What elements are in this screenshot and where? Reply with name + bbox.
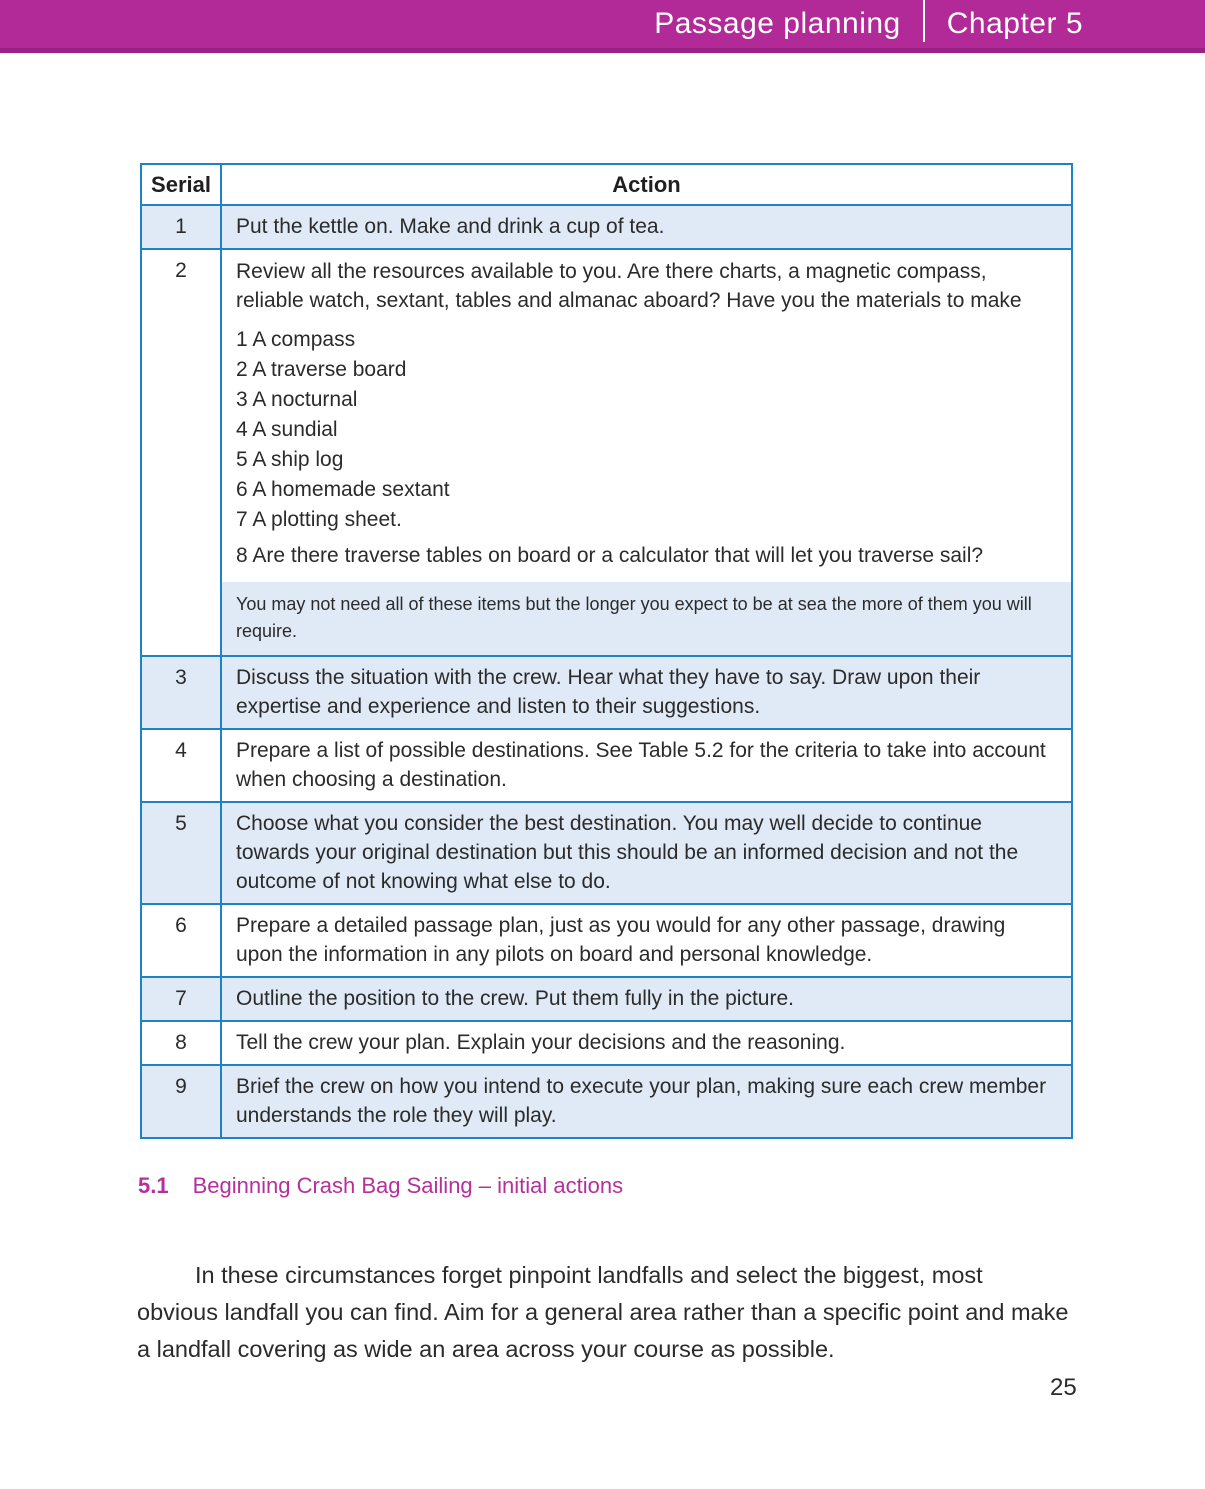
table-caption-number: 5.1 (138, 1173, 169, 1198)
serial-cell: 7 (141, 977, 221, 1021)
action-intro: Review all the resources available to you. Are there charts, a magnetic compass, reliable watch, sextant, tables and almanac aboard? Have you the materials to make (236, 260, 1022, 312)
list-item: 8 Are there traverse tables on board or a calculator that will let you traverse sail? (236, 543, 984, 567)
list-item: 4 A sundial (236, 417, 338, 441)
advisory-note: You may not need all of these items but the longer you expect to be at sea the more of them you will require. (222, 582, 1071, 655)
serial-cell: 6 (141, 904, 221, 977)
page-number: 25 (1050, 1374, 1077, 1401)
banner-chapter-label: Chapter 5 (946, 7, 1083, 40)
chapter-banner (0, 0, 1205, 53)
action-cell: Tell the crew your plan. Explain your decisions and the reasoning. (221, 1021, 1072, 1065)
action-cell (221, 249, 1072, 656)
table-row (141, 977, 1072, 1021)
list-item: 3 A nocturnal (236, 387, 358, 411)
action-cell: Prepare a detailed passage plan, just as you would for any other passage, drawing upon the information in any pilots on board and personal knowledge. (221, 904, 1072, 977)
action-cell: Brief the crew on how you intend to execute your plan, making sure each crew member understands the role they will play. (221, 1065, 1072, 1138)
list-item: 7 A plotting sheet. (236, 507, 402, 531)
serial-cell: 8 (141, 1021, 221, 1065)
serial-cell: 2 (141, 249, 221, 656)
serial-cell: 4 (141, 729, 221, 802)
table-row (141, 205, 1072, 249)
table-row (141, 1021, 1072, 1065)
table-row (141, 656, 1072, 729)
action-cell: Discuss the situation with the crew. Hear what they have to say. Draw upon their expertise and experience and listen to their suggestions. (221, 656, 1072, 729)
actions-table (140, 163, 1073, 1139)
action-cell: Choose what you consider the best destination. You may well decide to continue towards your original destination but this should be an informed decision and not the outcome of not knowing what else to do. (221, 802, 1072, 904)
table-row (141, 729, 1072, 802)
table-row (141, 904, 1072, 977)
list-item: 2 A traverse board (236, 357, 407, 381)
serial-cell: 1 (141, 205, 221, 249)
table-caption-text: Beginning Crash Bag Sailing – initial actions (192, 1173, 624, 1198)
table-row (141, 802, 1072, 904)
action-cell: Outline the position to the crew. Put them fully in the picture. (221, 977, 1072, 1021)
banner-section-title: Passage planning (654, 7, 901, 40)
list-item: 6 A homemade sextant (236, 477, 450, 501)
action-cell: Put the kettle on. Make and drink a cup of tea. (221, 205, 1072, 249)
serial-cell: 3 (141, 656, 221, 729)
column-header-action: Action (221, 164, 1072, 205)
list-item: 1 A compass (236, 327, 356, 351)
banner-divider (923, 0, 925, 42)
column-header-serial: Serial (141, 164, 221, 205)
list-item: 5 A ship log (236, 447, 344, 471)
table-header-row (141, 164, 1072, 205)
serial-cell: 9 (141, 1065, 221, 1138)
table-caption (138, 1173, 1205, 1199)
table-row (141, 1065, 1072, 1138)
table-row (141, 249, 1072, 656)
materials-list (222, 315, 1071, 570)
body-paragraph: In these circumstances forget pinpoint landfalls and select the biggest, most obvious landfall you can find. Aim for a general area rather than a specific point and make a landfall covering as wide an area across your course as possible. (137, 1262, 1069, 1362)
action-cell: Prepare a list of possible destinations. See Table 5.2 for the criteria to take into account when choosing a destination. (221, 729, 1072, 802)
serial-cell: 5 (141, 802, 221, 904)
